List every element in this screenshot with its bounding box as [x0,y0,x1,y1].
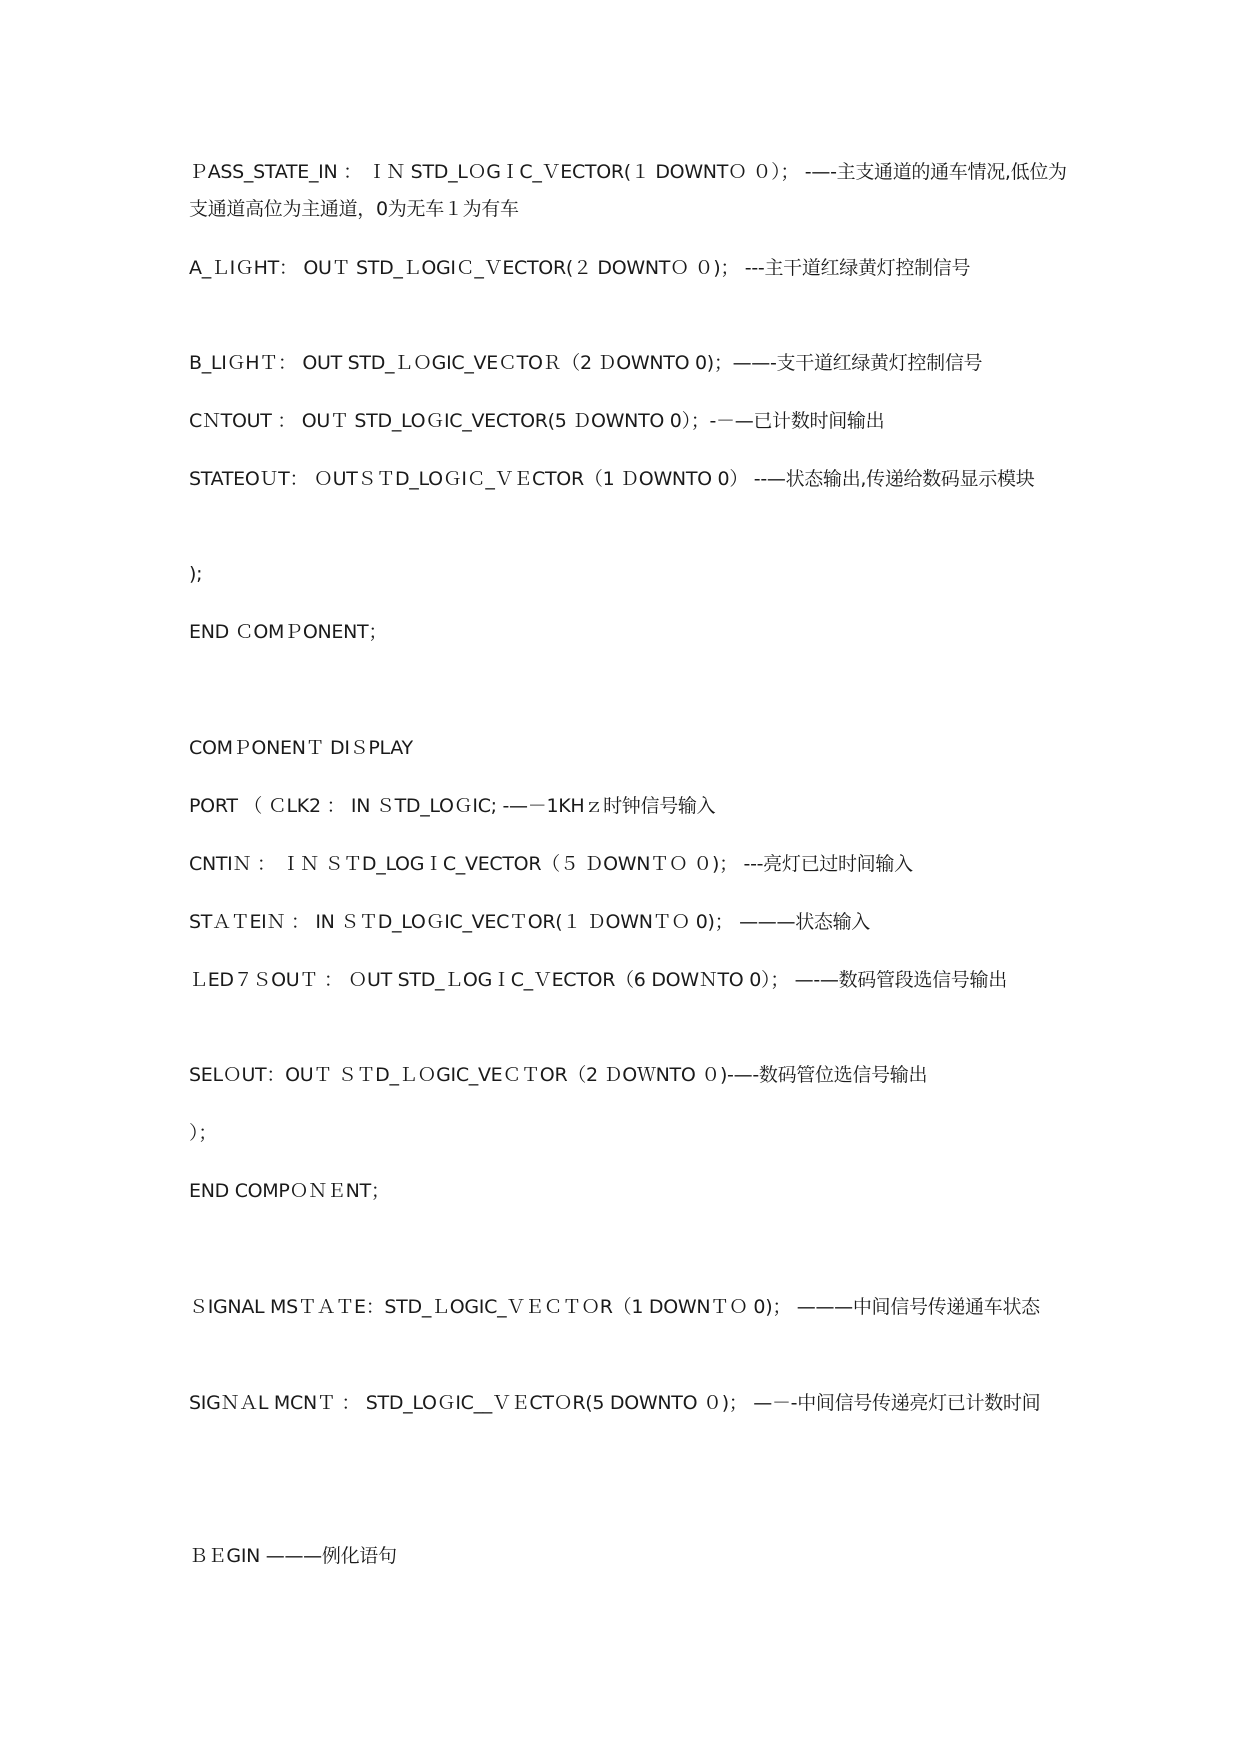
code-line-component-display: COMＰONENＴ DIＳPLAY [189,737,413,759]
code-line-signal-mstate: ＳIGNAL MSＴＡＴE：STD_ＬOGIC_ＶＥＣＴＯR（1 DOWNＴＯ 0)； ———中间信号传递通车状态 [189,1296,1040,1318]
code-line-selout: SELＯUT：OUＴ ＳＴD_ＬＯGIC_VEＣＴOR（2 ＤOＷNTO ０)-—-数码管位选信号输出 [189,1064,928,1086]
code-line-close-paren-2: ）； [189,1122,217,1144]
code-line-end-component: END ＣOMＰONENT； [189,621,388,643]
code-line-pass-state-in: ＰASS_STATE_IN ： ＩＮ STD_LＯGＩC_ＶECTOR(１ DOWNTＯ ０）； -—-主支通道的通车情况,低位为支通道高位为主通道，0为无车１为有车 [189,161,1067,220]
code-line-close-paren: ); [189,563,203,585]
code-line-b-light: B_LIＧHＴ： OUT STD_ＬＯGIC_VEＣTOＲ（2 ＤOWNTO 0)；——-支干道红绿黄灯控制信号 [189,352,983,374]
code-line-a-light: A_ＬIＧHT： OUＴ STD_ＬOGIＣ_ＶECTOR(２ DOWNTＯ ０)； ---主干道红绿黄灯控制信号 [189,257,971,279]
code-line-stateout: STATEOＵT： ＯUTＳＴD_LOＧIＣ_ＶＥCTOR（1 ＤOWNTO 0） --—状态输出,传递给数码显示模块 [189,468,1035,490]
code-line-cntin: CNTIＮ ： ＩＮ ＳＴD_LOGＩC_VECTOR（５ ＤOWNＴＯ ０)； ---亮灯已过时间输入 [189,853,913,875]
code-line-signal-mcnt: SIGＮＡL MCNＴ ： STD_LOＧIC__ＶＥCTＯR(5 DOWNTO ０)； —－-中间信号传递亮灯已计数时间 [189,1392,1041,1414]
code-line-led7sout: ＬED７ＳOUＴ ： ＯUT STD_ＬOGＩC_ＶECTOR（6 DOWＮTO 0）； —-—数码管段选信号输出 [189,969,1007,991]
code-line-cntout: CＮTOUT ： OUＴ STD_LOＧIC_VECTOR(5 ＤOWNTO 0）；-－—已计数时间输出 [189,410,885,432]
code-line-port-clk2: PORT （ ＣLK2 ： IN ＳTD_LOＧIC; -—－1KHｚ时钟信号输入 [189,795,716,817]
code-line-begin: ＢＥGIN ———例化语句 [189,1545,397,1567]
code-line-end-component-2: END COMPＯＮＥNT； [189,1180,390,1202]
code-line-statein: STＡＴEIＮ ： IN ＳＴD_LOＧIC_VECＴOR(１ ＤOWNＴＯ 0)； ———状态输入 [189,911,870,933]
